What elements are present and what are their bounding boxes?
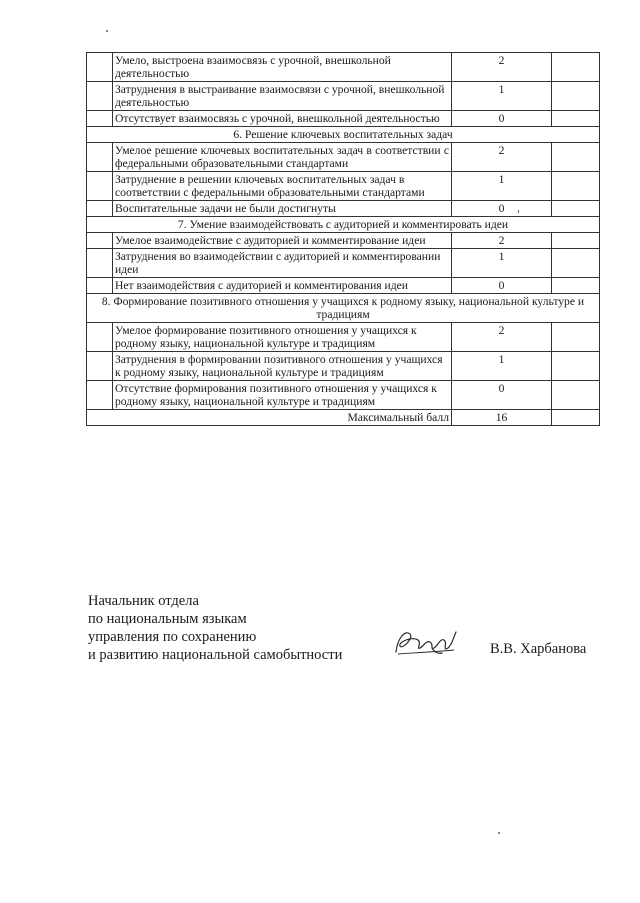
signature-block: [88, 592, 342, 664]
total-row: [87, 410, 600, 426]
criterion-text: Умелое решение ключевых воспитательных задач в соответствии с федеральными образовательными стандартами: [113, 143, 452, 172]
score-cell: 0: [452, 381, 552, 410]
section-title: 8. Формирование позитивного отношения у учащихся к родному языку, национальной культуре и традициям: [87, 294, 600, 323]
signer-name: В.В. Харбанова: [490, 641, 587, 657]
empty-cell: [552, 323, 600, 352]
indent-cell: [87, 278, 113, 294]
indent-cell: [87, 233, 113, 249]
table-row: [87, 233, 600, 249]
score-cell: 0: [452, 278, 552, 294]
empty-cell: [552, 143, 600, 172]
criterion-text: Воспитательные задачи не были достигнуты: [113, 201, 452, 217]
indent-cell: [87, 111, 113, 127]
scan-speck: [518, 210, 519, 213]
empty-cell: [552, 381, 600, 410]
table-row: [87, 381, 600, 410]
indent-cell: [87, 143, 113, 172]
handwritten-signature: [392, 626, 462, 660]
scan-speck: [106, 30, 108, 32]
score-cell: 2: [452, 323, 552, 352]
section-header-row: [87, 294, 600, 323]
criterion-text: Нет взаимодействия с аудиторией и комментирования идеи: [113, 278, 452, 294]
empty-cell: [552, 233, 600, 249]
position-line-2: по национальным языкам: [88, 611, 247, 627]
position-line-4: и развитию национальной самобытности: [88, 647, 343, 663]
total-value: 16: [452, 410, 552, 426]
criterion-text: Умелое формирование позитивного отношения у учащихся к родному языку, национальной культуре и традициям: [113, 323, 452, 352]
indent-cell: [87, 381, 113, 410]
empty-cell: [552, 82, 600, 111]
score-cell: 0: [452, 111, 552, 127]
empty-cell: [552, 249, 600, 278]
table-row: [87, 278, 600, 294]
empty-cell: [552, 278, 600, 294]
evaluation-criteria-table: [86, 52, 600, 426]
table-row: [87, 352, 600, 381]
section-header-row: [87, 127, 600, 143]
scan-speck: [498, 832, 500, 834]
score-cell: 2: [452, 233, 552, 249]
score-cell: 1: [452, 82, 552, 111]
section-title: 7. Умение взаимодействовать с аудиторией и комментировать идеи: [87, 217, 600, 233]
table-row: [87, 143, 600, 172]
table-row: [87, 53, 600, 82]
score-cell: 1: [452, 352, 552, 381]
empty-cell: [552, 352, 600, 381]
score-cell: 2: [452, 143, 552, 172]
score-cell: 0: [452, 201, 552, 217]
indent-cell: [87, 352, 113, 381]
table-row: [87, 111, 600, 127]
empty-cell: [552, 172, 600, 201]
indent-cell: [87, 249, 113, 278]
empty-cell: [552, 201, 600, 217]
criterion-text: Отсутствие формирования позитивного отношения у учащихся к родному языку, национальной культуре и традициям: [113, 381, 452, 410]
criterion-text: Затруднения в выстраивание взаимосвязи с урочной, внешкольной деятельностью: [113, 82, 452, 111]
section-header-row: [87, 217, 600, 233]
table-row: [87, 82, 600, 111]
table-row: [87, 201, 600, 217]
empty-cell: [552, 53, 600, 82]
table-row: [87, 323, 600, 352]
indent-cell: [87, 201, 113, 217]
position-line-1: Начальник отдела: [88, 593, 199, 609]
indent-cell: [87, 323, 113, 352]
indent-cell: [87, 53, 113, 82]
criterion-text: Затруднения в формировании позитивного отношения у учащихся к родному языку, национальной культуре и традициям: [113, 352, 452, 381]
score-cell: 2: [452, 53, 552, 82]
table-row: [87, 249, 600, 278]
total-label: Максимальный балл: [87, 410, 452, 426]
criterion-text: Умелое взаимодействие с аудиторией и комментирование идеи: [113, 233, 452, 249]
criterion-text: Отсутствует взаимосвязь с урочной, внешкольной деятельностью: [113, 111, 452, 127]
indent-cell: [87, 172, 113, 201]
table-body: [87, 53, 600, 426]
criterion-text: Затруднения во взаимодействии с аудиторией и комментировании идеи: [113, 249, 452, 278]
indent-cell: [87, 82, 113, 111]
position-line-3: управления по сохранению: [88, 629, 257, 645]
section-title: 6. Решение ключевых воспитательных задач: [87, 127, 600, 143]
criterion-text: Умело, выстроена взаимосвязь с урочной, внешкольной деятельностью: [113, 53, 452, 82]
score-cell: 1: [452, 172, 552, 201]
criterion-text: Затруднение в решении ключевых воспитательных задач в соответствии с федеральными образовательными стандартами: [113, 172, 452, 201]
score-cell: 1: [452, 249, 552, 278]
empty-cell: [552, 410, 600, 426]
empty-cell: [552, 111, 600, 127]
table-row: [87, 172, 600, 201]
